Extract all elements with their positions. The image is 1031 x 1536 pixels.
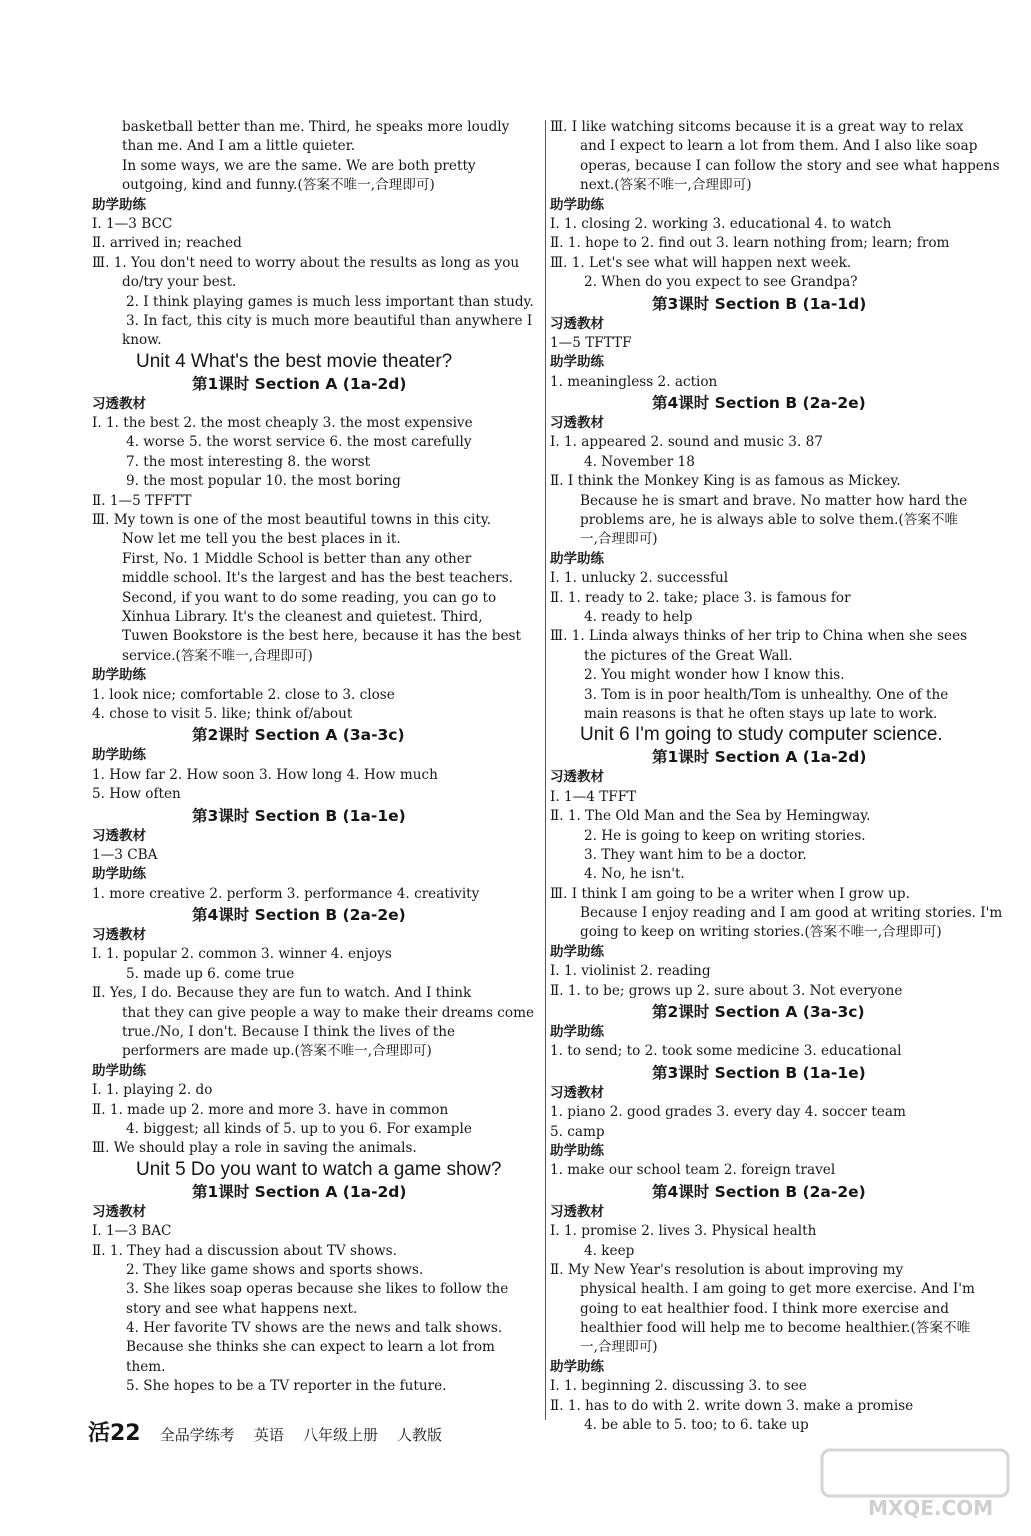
- answer-line: 2. They like game shows and sports shows.: [126, 1261, 424, 1278]
- answer-line: middle school. It's the largest and has the best teachers.: [122, 570, 513, 587]
- answer-line: 4. ready to help: [584, 608, 693, 625]
- answer-line: Ⅱ. I think the Monkey King is as famous as Mickey.: [550, 473, 901, 490]
- answer-line: Ⅲ. 1. Let's see what will happen next week.: [550, 254, 852, 271]
- answer-line: Ⅰ. 1. promise 2. lives 3. Physical health: [550, 1223, 817, 1240]
- unit-heading: Unit 5 Do you want to watch a game show?: [136, 1158, 502, 1180]
- answer-line: 4. Her favorite TV shows are the news and talk shows.: [126, 1320, 503, 1337]
- lesson-heading: 第3课时 Section B (1a-1d): [652, 294, 867, 313]
- answer-line: going to keep on writing stories.(答案不唯一,合理即可): [580, 924, 942, 941]
- subject-label: 英语: [253, 1426, 284, 1444]
- answer-line: 1. How far 2. How soon 3. How long 4. How much: [92, 766, 438, 783]
- answer-line: 5. made up 6. come true: [126, 965, 295, 982]
- lesson-heading: 第2课时 Section A (3a-3c): [652, 1003, 865, 1022]
- answer-line: Ⅲ. We should play a role in saving the animals.: [92, 1140, 417, 1157]
- answer-line: Because she thinks she can expect to learn a lot from: [126, 1339, 495, 1356]
- section-subheading: 习透教材: [92, 927, 146, 944]
- answer-line: Tuwen Bookstore is the best here, because it has the best: [122, 628, 521, 645]
- lesson-heading: 第1课时 Section A (1a-2d): [192, 1182, 407, 1201]
- answer-line: operas, because I can follow the story and see what happens: [580, 157, 1000, 174]
- answer-line: Ⅰ. 1. beginning 2. discussing 3. to see: [550, 1378, 807, 1395]
- answer-line: basketball better than me. Third, he speaks more loudly: [122, 119, 510, 135]
- answer-line: true./No, I don't. Because I think the lives of the: [122, 1024, 456, 1041]
- section-subheading: 习透教材: [92, 1203, 146, 1220]
- answer-line: Ⅲ. I think I am going to be a writer when I grow up.: [550, 885, 910, 902]
- answer-line: that they can give people a way to make their dreams come: [122, 1004, 535, 1021]
- answer-line: know.: [122, 332, 162, 349]
- answer-line: Ⅰ. 1—3 BAC: [92, 1223, 172, 1240]
- lesson-heading: 第1课时 Section A (1a-2d): [652, 748, 867, 767]
- book-title: 全品学练考: [159, 1426, 235, 1444]
- answer-line: Now let me tell you the best places in it.: [122, 531, 401, 548]
- answer-line: Ⅰ. 1. playing 2. do: [92, 1082, 213, 1099]
- answer-line: and I expect to learn a lot from them. And I also like soap: [580, 138, 978, 155]
- answer-line: 5. camp: [550, 1123, 605, 1140]
- answer-line: 2. You might wonder how I know this.: [584, 667, 845, 684]
- answer-line: Ⅲ. 1. You don't need to worry about the results as long as you: [92, 254, 520, 271]
- column-divider: [545, 120, 546, 1420]
- answer-line: Ⅱ. My New Year's resolution is about improving my: [550, 1261, 904, 1278]
- section-subheading: 助学助练: [550, 550, 604, 567]
- section-subheading: 习透教材: [550, 415, 604, 432]
- answer-line: Ⅲ. 1. Linda always thinks of her trip to China when she sees: [550, 628, 968, 645]
- answer-line: 2. I think playing games is much less important than study.: [126, 293, 534, 310]
- answer-line: Ⅱ. 1. ready to 2. take; place 3. is famous for: [550, 589, 851, 606]
- section-subheading: 习透教材: [92, 827, 146, 844]
- unit-heading: Unit 4 What's the best movie theater?: [136, 350, 453, 372]
- answer-line: 3. They want him to be a doctor.: [584, 846, 807, 863]
- answer-line: Ⅰ. 1. unlucky 2. successful: [550, 570, 729, 587]
- answer-line: Because I enjoy reading and I am good at writing stories. I'm: [580, 905, 1003, 922]
- section-subheading: 助学助练: [92, 866, 146, 883]
- section-subheading: 习透教材: [550, 1203, 604, 1220]
- answer-line: 3. In fact, this city is much more beautiful than anywhere I: [126, 312, 533, 329]
- answer-line: 1—5 TFTTF: [550, 334, 632, 351]
- answer-line: going to eat healthier food. I think more exercise and: [580, 1300, 949, 1317]
- answer-line: Ⅰ. 1. closing 2. working 3. educational 4. to watch: [550, 215, 892, 232]
- lesson-heading: 第4课时 Section B (2a-2e): [652, 1182, 866, 1201]
- watermark-logo-graphic: [820, 1448, 1010, 1498]
- answer-line: Ⅰ. 1. violinist 2. reading: [550, 963, 711, 980]
- section-subheading: 习透教材: [550, 1084, 604, 1101]
- answer-line: Ⅱ. 1. made up 2. more and more 3. have in common: [92, 1101, 449, 1118]
- answer-line: physical health. I am going to get more exercise. And I'm: [580, 1281, 975, 1298]
- answer-line: 1. look nice; comfortable 2. close to 3. close: [92, 686, 395, 703]
- lesson-heading: 第3课时 Section B (1a-1e): [652, 1063, 866, 1082]
- section-subheading: 助学助练: [92, 1062, 146, 1079]
- answer-line: 1. to send; to 2. took some medicine 3. educational: [550, 1043, 902, 1060]
- answer-line: 1. make our school team 2. foreign travel: [550, 1162, 836, 1179]
- section-subheading: 助学助练: [550, 354, 604, 371]
- answer-line: do/try your best.: [122, 274, 237, 291]
- answer-line: Ⅱ. 1—5 TFFTT: [92, 492, 192, 509]
- lesson-heading: 第4课时 Section B (2a-2e): [652, 394, 866, 413]
- left-column: [92, 118, 542, 1397]
- answer-line: 5. How often: [92, 786, 181, 803]
- lesson-heading: 第4课时 Section B (2a-2e): [192, 906, 406, 925]
- edition-label: 人教版: [397, 1426, 443, 1444]
- answer-line: Ⅱ. Yes, I do. Because they are fun to watch. And I think: [92, 985, 472, 1002]
- answer-line: Because he is smart and brave. No matter how hard the: [580, 492, 968, 509]
- grade-label: 八年级上册: [302, 1426, 378, 1444]
- right-column: [550, 118, 1010, 1435]
- answer-line: Ⅰ. 1. popular 2. common 3. winner 4. enjoys: [92, 946, 392, 963]
- answer-line: service.(答案不唯一,合理即可): [122, 647, 313, 664]
- section-subheading: 助学助练: [550, 943, 604, 960]
- answer-line: 3. Tom is in poor health/Tom is unhealthy. One of the: [584, 686, 949, 703]
- answer-line: Ⅱ. 1. to be; grows up 2. sure about 3. Not everyone: [550, 982, 903, 999]
- unit-heading: Unit 6 I'm going to study computer science.: [580, 724, 943, 746]
- answer-line: Ⅲ. I like watching sitcoms because it is a great way to relax: [550, 119, 964, 135]
- answer-line: Ⅱ. 1. hope to 2. find out 3. learn nothing from; learn; from: [550, 235, 950, 252]
- answer-line: 7. the most interesting 8. the worst: [126, 453, 371, 470]
- section-subheading: 习透教材: [550, 315, 604, 332]
- answer-line: Ⅰ. 1. appeared 2. sound and music 3. 87: [550, 434, 823, 451]
- answer-line: 2. He is going to keep on writing stories.: [584, 827, 866, 844]
- section-subheading: 助学助练: [92, 747, 146, 764]
- lesson-heading: 第1课时 Section A (1a-2d): [192, 374, 407, 393]
- watermark-text: MXQE.COM: [868, 1496, 994, 1520]
- answer-line: Ⅰ. 1—3 BCC: [92, 215, 173, 232]
- watermark-logo: [820, 1448, 1010, 1528]
- answer-line: 1—3 CBA: [92, 846, 158, 863]
- answer-line: First, No. 1 Middle School is better than any other: [122, 550, 472, 567]
- answer-line: Ⅱ. 1. They had a discussion about TV shows.: [92, 1242, 397, 1259]
- answer-line: Ⅰ. 1. the best 2. the most cheaply 3. the most expensive: [92, 415, 473, 432]
- answer-line: them.: [126, 1358, 166, 1375]
- answer-line: 1. meaningless 2. action: [550, 373, 718, 390]
- answer-line: performers are made up.(答案不唯一,合理即可): [122, 1043, 432, 1060]
- answer-line: 4. chose to visit 5. like; think of/about: [92, 705, 353, 722]
- answer-line: story and see what happens next.: [126, 1300, 358, 1317]
- section-subheading: 助学助练: [550, 196, 604, 213]
- section-subheading: 助学助练: [550, 1024, 604, 1041]
- answer-line: next.(答案不唯一,合理即可): [580, 177, 752, 194]
- answer-line: Ⅲ. My town is one of the most beautiful towns in this city.: [92, 512, 492, 529]
- answer-line: In some ways, we are the same. We are both pretty: [122, 157, 476, 174]
- answer-line: problems are, he is always able to solve them.(答案不唯: [580, 512, 959, 529]
- section-subheading: 助学助练: [92, 196, 146, 213]
- answer-line: Second, if you want to do some reading, you can go to: [122, 589, 497, 606]
- page-footer: [88, 1416, 442, 1447]
- answer-line: 9. the most popular 10. the most boring: [126, 473, 401, 490]
- answer-line: than me. And I am a little quieter.: [122, 138, 356, 155]
- section-subheading: 习透教材: [92, 395, 146, 412]
- answer-line: 4. keep: [584, 1242, 635, 1259]
- answer-line: 4. November 18: [584, 453, 695, 470]
- section-subheading: 助学助练: [550, 1142, 604, 1159]
- answer-line: the pictures of the Great Wall.: [584, 647, 793, 664]
- answer-line: 4. worse 5. the worst service 6. the most carefully: [126, 434, 472, 451]
- answer-line: Xinhua Library. It's the cleanest and quietest. Third,: [122, 608, 483, 625]
- answer-line: 5. She hopes to be a TV reporter in the future.: [126, 1378, 447, 1395]
- answer-line: 4. No, he isn't.: [584, 866, 685, 883]
- answer-line: healthier food will help me to become healthier.(答案不唯: [580, 1320, 971, 1337]
- answer-line: 一,合理即可): [580, 1339, 658, 1356]
- answer-line: 1. piano 2. good grades 3. every day 4. soccer team: [550, 1104, 906, 1121]
- answer-line: 2. When do you expect to see Grandpa?: [584, 274, 858, 291]
- section-subheading: 助学助练: [550, 1358, 604, 1375]
- answer-line: 3. She likes soap operas because she likes to follow the: [126, 1281, 509, 1298]
- answer-line: main reasons is that he often stays up late to work.: [584, 705, 938, 722]
- answer-line: 4. biggest; all kinds of 5. up to you 6. For example: [126, 1120, 472, 1137]
- answer-line: Ⅱ. 1. The Old Man and the Sea by Hemingway.: [550, 808, 871, 825]
- lesson-heading: 第2课时 Section A (3a-3c): [192, 726, 405, 745]
- answer-line: Ⅱ. 1. has to do with 2. write down 3. make a promise: [550, 1397, 914, 1414]
- section-subheading: 助学助练: [92, 667, 146, 684]
- answer-line: Ⅰ. 1—4 TFFT: [550, 788, 637, 805]
- section-subheading: 习透教材: [550, 769, 604, 786]
- answer-line: 一,合理即可): [580, 531, 658, 548]
- answer-line: 1. more creative 2. perform 3. performance 4. creativity: [92, 885, 480, 902]
- page-number: 活22: [88, 1421, 141, 1446]
- answer-line: outgoing, kind and funny.(答案不唯一,合理即可): [122, 177, 435, 194]
- answer-line: 4. be able to 5. too; to 6. take up: [584, 1417, 809, 1434]
- lesson-heading: 第3课时 Section B (1a-1e): [192, 806, 406, 825]
- answer-line: Ⅱ. arrived in; reached: [92, 235, 242, 252]
